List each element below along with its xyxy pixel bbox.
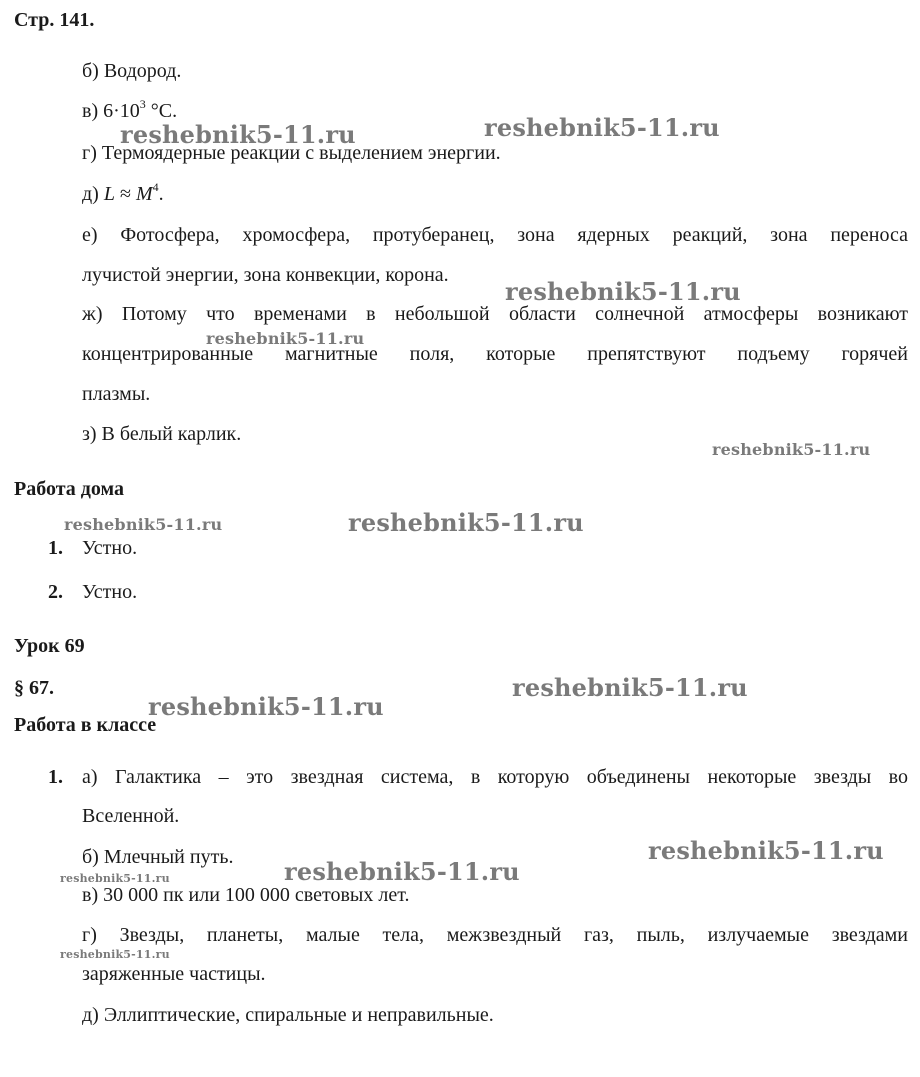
answer-g: г) Термоядерные реакции с выделением энергии.	[82, 142, 501, 164]
answer-d-approx: ≈	[119, 183, 131, 205]
class-item-1-number: 1.	[48, 766, 63, 788]
answer-d-L: L	[103, 183, 115, 205]
answer-e-line1: е) Фотосфера, хромосфера, протуберанец, зона ядерных реакций, зона переноса	[82, 224, 908, 246]
watermark: reshebnik5-11.ru	[60, 872, 170, 885]
watermark: reshebnik5-11.ru	[206, 329, 365, 348]
section-heading: § 67.	[14, 677, 54, 699]
watermark: reshebnik5-11.ru	[505, 277, 741, 306]
answer-zh-line1: ж) Потому что временами в небольшой области солнечной атмосферы возникают	[82, 303, 908, 325]
lesson-heading: Урок 69	[14, 635, 85, 657]
answer-d	[82, 182, 164, 206]
class-answer-b: б) Млечный путь.	[82, 846, 234, 868]
home-heading: Работа дома	[14, 478, 124, 500]
watermark: reshebnik5-11.ru	[284, 857, 520, 886]
class-heading: Работа в классе	[14, 714, 157, 736]
home-item-2-number: 2.	[48, 581, 63, 603]
class-answer-g-line1: г) Звезды, планеты, малые тела, межзвездный газ, пыль, излучаемые звездами	[82, 924, 908, 946]
answer-v-prefix: в)	[82, 100, 99, 122]
home-item-1-text: Устно.	[82, 537, 138, 559]
class-answer-a-line1: а) Галактика – это звездная система, в которую объединены некоторые звезды во	[82, 766, 908, 788]
answer-zh-line2: концентрированные магнитные поля, которые препятствуют подъему горячей	[82, 343, 908, 365]
watermark: reshebnik5-11.ru	[60, 948, 170, 961]
class-answer-a-line2: Вселенной.	[82, 805, 180, 827]
home-item-1-number: 1.	[48, 537, 63, 559]
watermark: reshebnik5-11.ru	[148, 692, 384, 721]
watermark: reshebnik5-11.ru	[648, 836, 884, 865]
answer-v-exponent: 3	[139, 97, 146, 111]
answer-v-value: 6·10	[103, 100, 140, 122]
watermark: reshebnik5-11.ru	[348, 508, 584, 537]
answer-d-prefix: д)	[82, 183, 99, 205]
watermark: reshebnik5-11.ru	[120, 120, 356, 149]
watermark: reshebnik5-11.ru	[484, 113, 720, 142]
answer-d-end: .	[158, 183, 164, 205]
class-answer-v: в) 30 000 пк или 100 000 световых лет.	[82, 884, 410, 906]
answer-d-exponent: 4	[152, 180, 159, 194]
answer-d-M: M	[135, 183, 153, 205]
answer-z: з) В белый карлик.	[82, 423, 242, 445]
answer-e-line2: лучистой энергии, зона конвекции, корона.	[82, 264, 449, 286]
class-answer-g-line2: заряженные частицы.	[82, 963, 266, 985]
page-heading: Стр. 141.	[14, 9, 95, 31]
answer-v-unit: °C.	[150, 100, 178, 122]
watermark: reshebnik5-11.ru	[64, 515, 223, 534]
class-answer-d: д) Эллиптические, спиральные и неправильные.	[82, 1004, 494, 1026]
home-item-2-text: Устно.	[82, 581, 138, 603]
watermark: reshebnik5-11.ru	[712, 440, 871, 459]
answer-b: б) Водород.	[82, 60, 182, 82]
answer-zh-line3: плазмы.	[82, 383, 151, 405]
watermark: reshebnik5-11.ru	[512, 673, 748, 702]
